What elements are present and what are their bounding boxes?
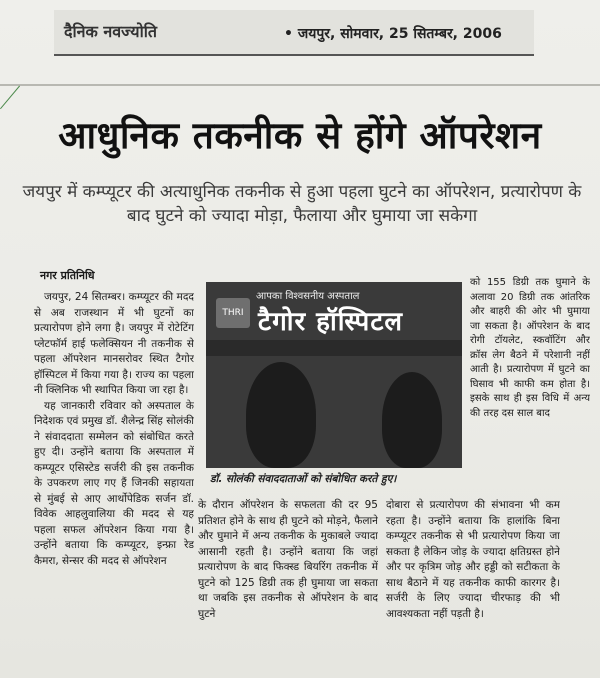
- paragraph: यह जानकारी रविवार को अस्पताल के निदेशक एवं प्रमुख डॉ. शैलेन्द्र सिंह सोलंकी ने संवाददाता सम्मेलन को संबोधित करते हुए दी। उन्होंने बताया कि अस्पताल में कम्प्यूटर एसिस्टेड सर्जरी की इस तकनीक के उपकरण लाए गए हैं जिनकी सहायता से मुंबई से आए आर्थोपेडिक सर्जन डॉ. विवेक आहलुवालिया की मदद से यह पहला सफल ऑपरेशन किया गया है। उन्होंने बताया कि कम्प्यूटर, इन्फ्रा रेड कैमरा, सेन्सर की मदद से ऑपरेशन: [34, 399, 194, 567]
- person-right-figure: [382, 372, 442, 468]
- dateline: • जयपुर, सोमवार, 25 सितम्बर, 2006: [284, 26, 502, 42]
- masthead: [54, 10, 534, 56]
- subheadline: जयपुर में कम्प्यूटर की अत्याधुनिक तकनीक से हुआ पहला घुटने का ऑपरेशन, प्रत्यारोपण के बाद घुटने को ज्यादा मोड़ा, फैलाया और घुमाया जा सकेगा: [22, 182, 582, 226]
- press-conference-photo: [206, 282, 462, 468]
- person-left-figure: [246, 362, 316, 468]
- fold-line: [0, 84, 600, 86]
- headline: आधुनिक तकनीक से होंगे ऑपरेशन: [58, 114, 542, 157]
- paragraph: जयपुर, 24 सितम्बर। कम्प्यूटर की मदद से अब राजस्थान में भी घुटनों का प्रत्यारोपण होने लगा है। जयपुर में रोटेटिंग प्लेटफॉर्म हाई फलेक्सियन नी तकनीक से पहला ऑपरेशन मानसरोवर स्थित टैगोर हॉस्पिटल में किया गया है। राज्य का पहला नी क्लिनिक भी स्थापित किया जा रहा है।: [34, 291, 194, 396]
- paragraph: के दौरान ऑपरेशन के सफलता की दर 95 प्रतिशत होने के साथ ही घुटने को मोड़ने, फैलाने और घुमाने में अन्य तकनीक के मुकाबले ज्यादा आसानी रहती है। उन्होंने बताया कि जहां प्रत्यारोपण के बाद फिक्स्ड बियरिंग तकनीक में घुटने को 125 डिग्री तक ही घुमाया जा सकता था जबकि इस तकनीक से ऑपरेशन के बाद घुटने: [198, 499, 378, 620]
- photo-caption: डॉ. सोलंकी संवाददाताओं को संबोधित करते हुए।: [210, 473, 397, 485]
- paragraph: दोबारा से प्रत्यारोपण की संभावना भी कम रहता है। उन्होंने बताया कि हालांकि बिना कम्प्यूटर तकनीक से भी प्रत्यारोपण किया जा सकता है लेकिन जोड़ के ज्यादा क्षतिग्रस्त होने और पर कृत्रिम जोड़ और हड्डी को सटीकता के साथ बैठाने में यह तकनीक काफी कारगर है। सर्जरी के लिए ज्यादा चीरफाड़ की भी आवश्यकता नहीं पड़ती है।: [386, 499, 560, 620]
- newspaper-name: दैनिक नवज्योति: [64, 22, 157, 41]
- article-column-1: [34, 290, 194, 666]
- article-column-4: [470, 276, 590, 496]
- photo-banner-strip: [206, 340, 462, 356]
- photo-banner-hospital-name: टैगोर हॉस्पिटल: [258, 307, 404, 337]
- article-column-3: [386, 498, 560, 668]
- hospital-logo: THRI: [216, 298, 250, 328]
- article-column-2: [198, 498, 378, 668]
- paragraph: को 155 डिग्री तक घुमाने के अलावा 20 डिग्री तक आंतरिक और बाहरी की ओर भी घुमाया जा सकता है। ऑपरेशन के बाद रोगी टॉयलेट, स्कवॉटिंग और क्रॉस लेग बैठने में परेशानी नहीं आती है। प्रत्यारोपण में घुटने का घिसाव भी काफी कम होता है। इसके साथ ही इस विधि में अन्य की तरह दस साल बाद: [470, 277, 590, 419]
- photo-banner-tagline: आपका विश्वसनीय अस्पताल: [256, 291, 360, 302]
- byline: नगर प्रतिनिधि: [40, 269, 95, 282]
